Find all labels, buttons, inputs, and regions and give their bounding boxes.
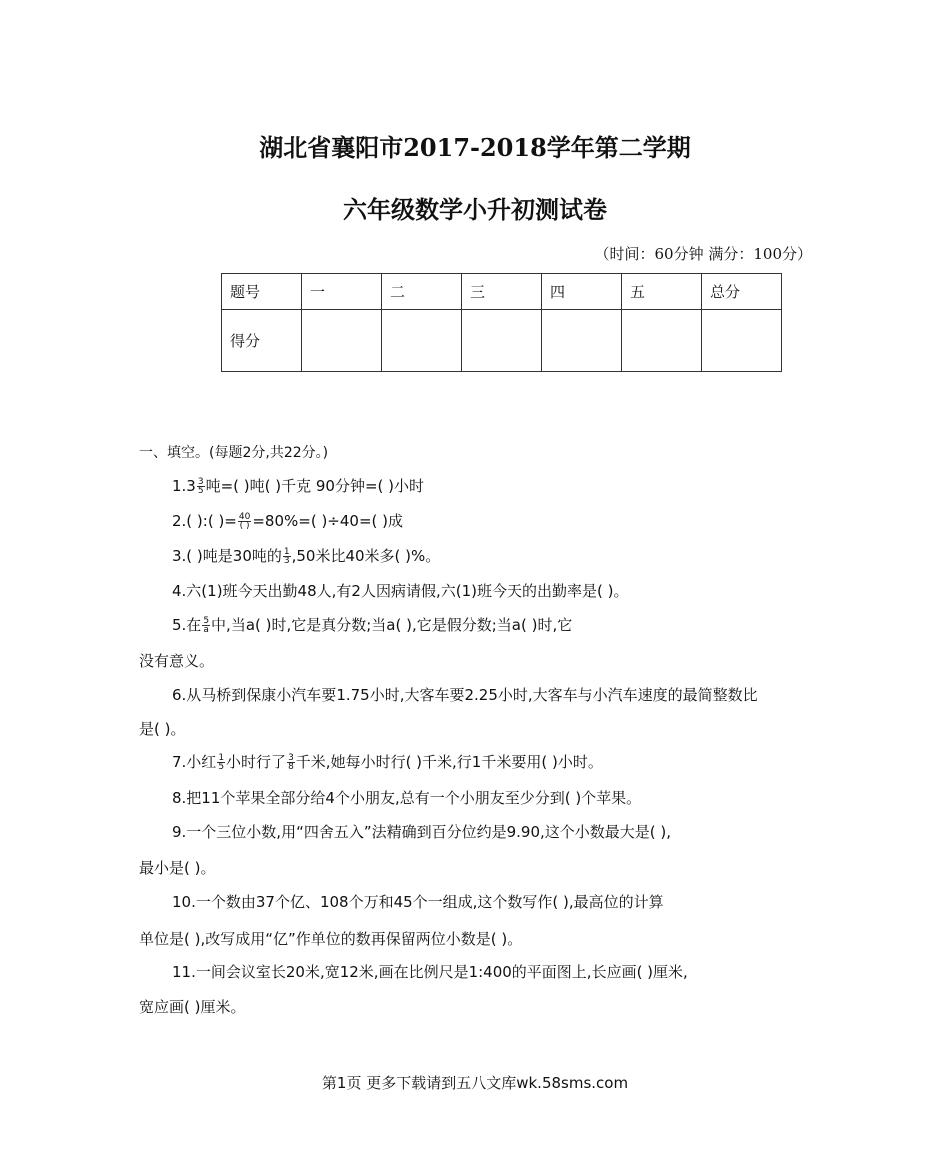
score-cell[interactable] (702, 310, 782, 372)
section-heading: 一、填空。(每题2分,共22分。) (139, 445, 329, 461)
question-5: 5.在 $\frac{5}{a}$ 中,当a( )时,它是真分数;当a( ),它是假分数;当a( )时,它 (172, 616, 573, 635)
doc-subtitle: 六年级数学小升初测试卷 (343, 195, 607, 224)
score-header-cell: 一 (302, 274, 382, 310)
time-info: （时间：60分钟 满分：100分） (594, 245, 812, 263)
question-1: 1.3 $\frac{3}{5}$ 吨=( )吨( )千克 90分钟=( )小时 (172, 477, 425, 496)
score-row-label: 得分 (222, 310, 302, 372)
fraction: $\frac{40}{( )}$ (238, 512, 251, 531)
score-cell[interactable] (302, 310, 382, 372)
question-8: 8.把11个苹果全部分给4个小朋友,总有一个小朋友至少分到( )个苹果。 (172, 789, 642, 807)
score-header-cell: 总分 (702, 274, 782, 310)
score-header-cell: 三 (462, 274, 542, 310)
score-cell[interactable] (462, 310, 542, 372)
score-cell[interactable] (542, 310, 622, 372)
score-cell[interactable] (382, 310, 462, 372)
question-2: 2.( ):( )= $\frac{40}{( )}$ =80%=( )÷40=( )成 (172, 512, 403, 531)
score-cell[interactable] (622, 310, 702, 372)
page-footer: 第1页 更多下载请到五八文库wk.58sms.com (321, 1074, 629, 1092)
fraction: $\frac{3}{8}$ (288, 753, 294, 772)
question-6: 6.从马桥到保康小汽车要1.75小时,大客车要2.25小时,大客车与小汽车速度的最简整数比 (172, 686, 758, 704)
question-6-cont: 是( )。 (139, 720, 186, 738)
question-9: 9.一个三位小数,用“四舍五入”法精确到百分位约是9.90,这个小数最大是( ), (172, 823, 672, 841)
score-header-cell: 二 (382, 274, 462, 310)
score-table (221, 273, 782, 372)
fraction: $\frac{5}{a}$ (203, 616, 210, 635)
question-7: 7.小红 $\frac{1}{5}$ 小时行了 $\frac{3}{8}$ 千米,她每小时行( )千米,行1千米要用( )小时。 (172, 753, 603, 772)
question-11-cont: 宽应画( )厘米。 (139, 998, 246, 1016)
question-10: 10.一个数由37个亿、108个万和45个一组成,这个数写作( ),最高位的计算 (172, 893, 664, 911)
question-4: 4.六(1)班今天出勤48人,有2人因病请假,六(1)班今天的出勤率是( )。 (172, 582, 629, 600)
score-header-cell: 题号 (222, 274, 302, 310)
fraction: $\frac{3}{5}$ (197, 477, 204, 496)
doc-title: 湖北省襄阳市2017-2018学年第二学期 (259, 133, 691, 162)
question-5-cont: 没有意义。 (139, 652, 215, 670)
question-10-cont: 单位是( ),改写成用“亿”作单位的数再保留两位小数是( )。 (139, 930, 523, 948)
fraction: $\frac{1}{5}$ (218, 753, 225, 772)
question-9-cont: 最小是( )。 (139, 859, 216, 877)
score-header-cell: 四 (542, 274, 622, 310)
question-11: 11.一间会议室长20米,宽12米,画在比例尺是1:400的平面图上,长应画( )厘米, (172, 963, 688, 981)
fraction: $\frac{1}{3}$ (283, 547, 290, 566)
question-3: 3.( )吨是30吨的 $\frac{1}{3}$ ,50米比40米多( )%。 (172, 547, 441, 566)
score-header-cell: 五 (622, 274, 702, 310)
